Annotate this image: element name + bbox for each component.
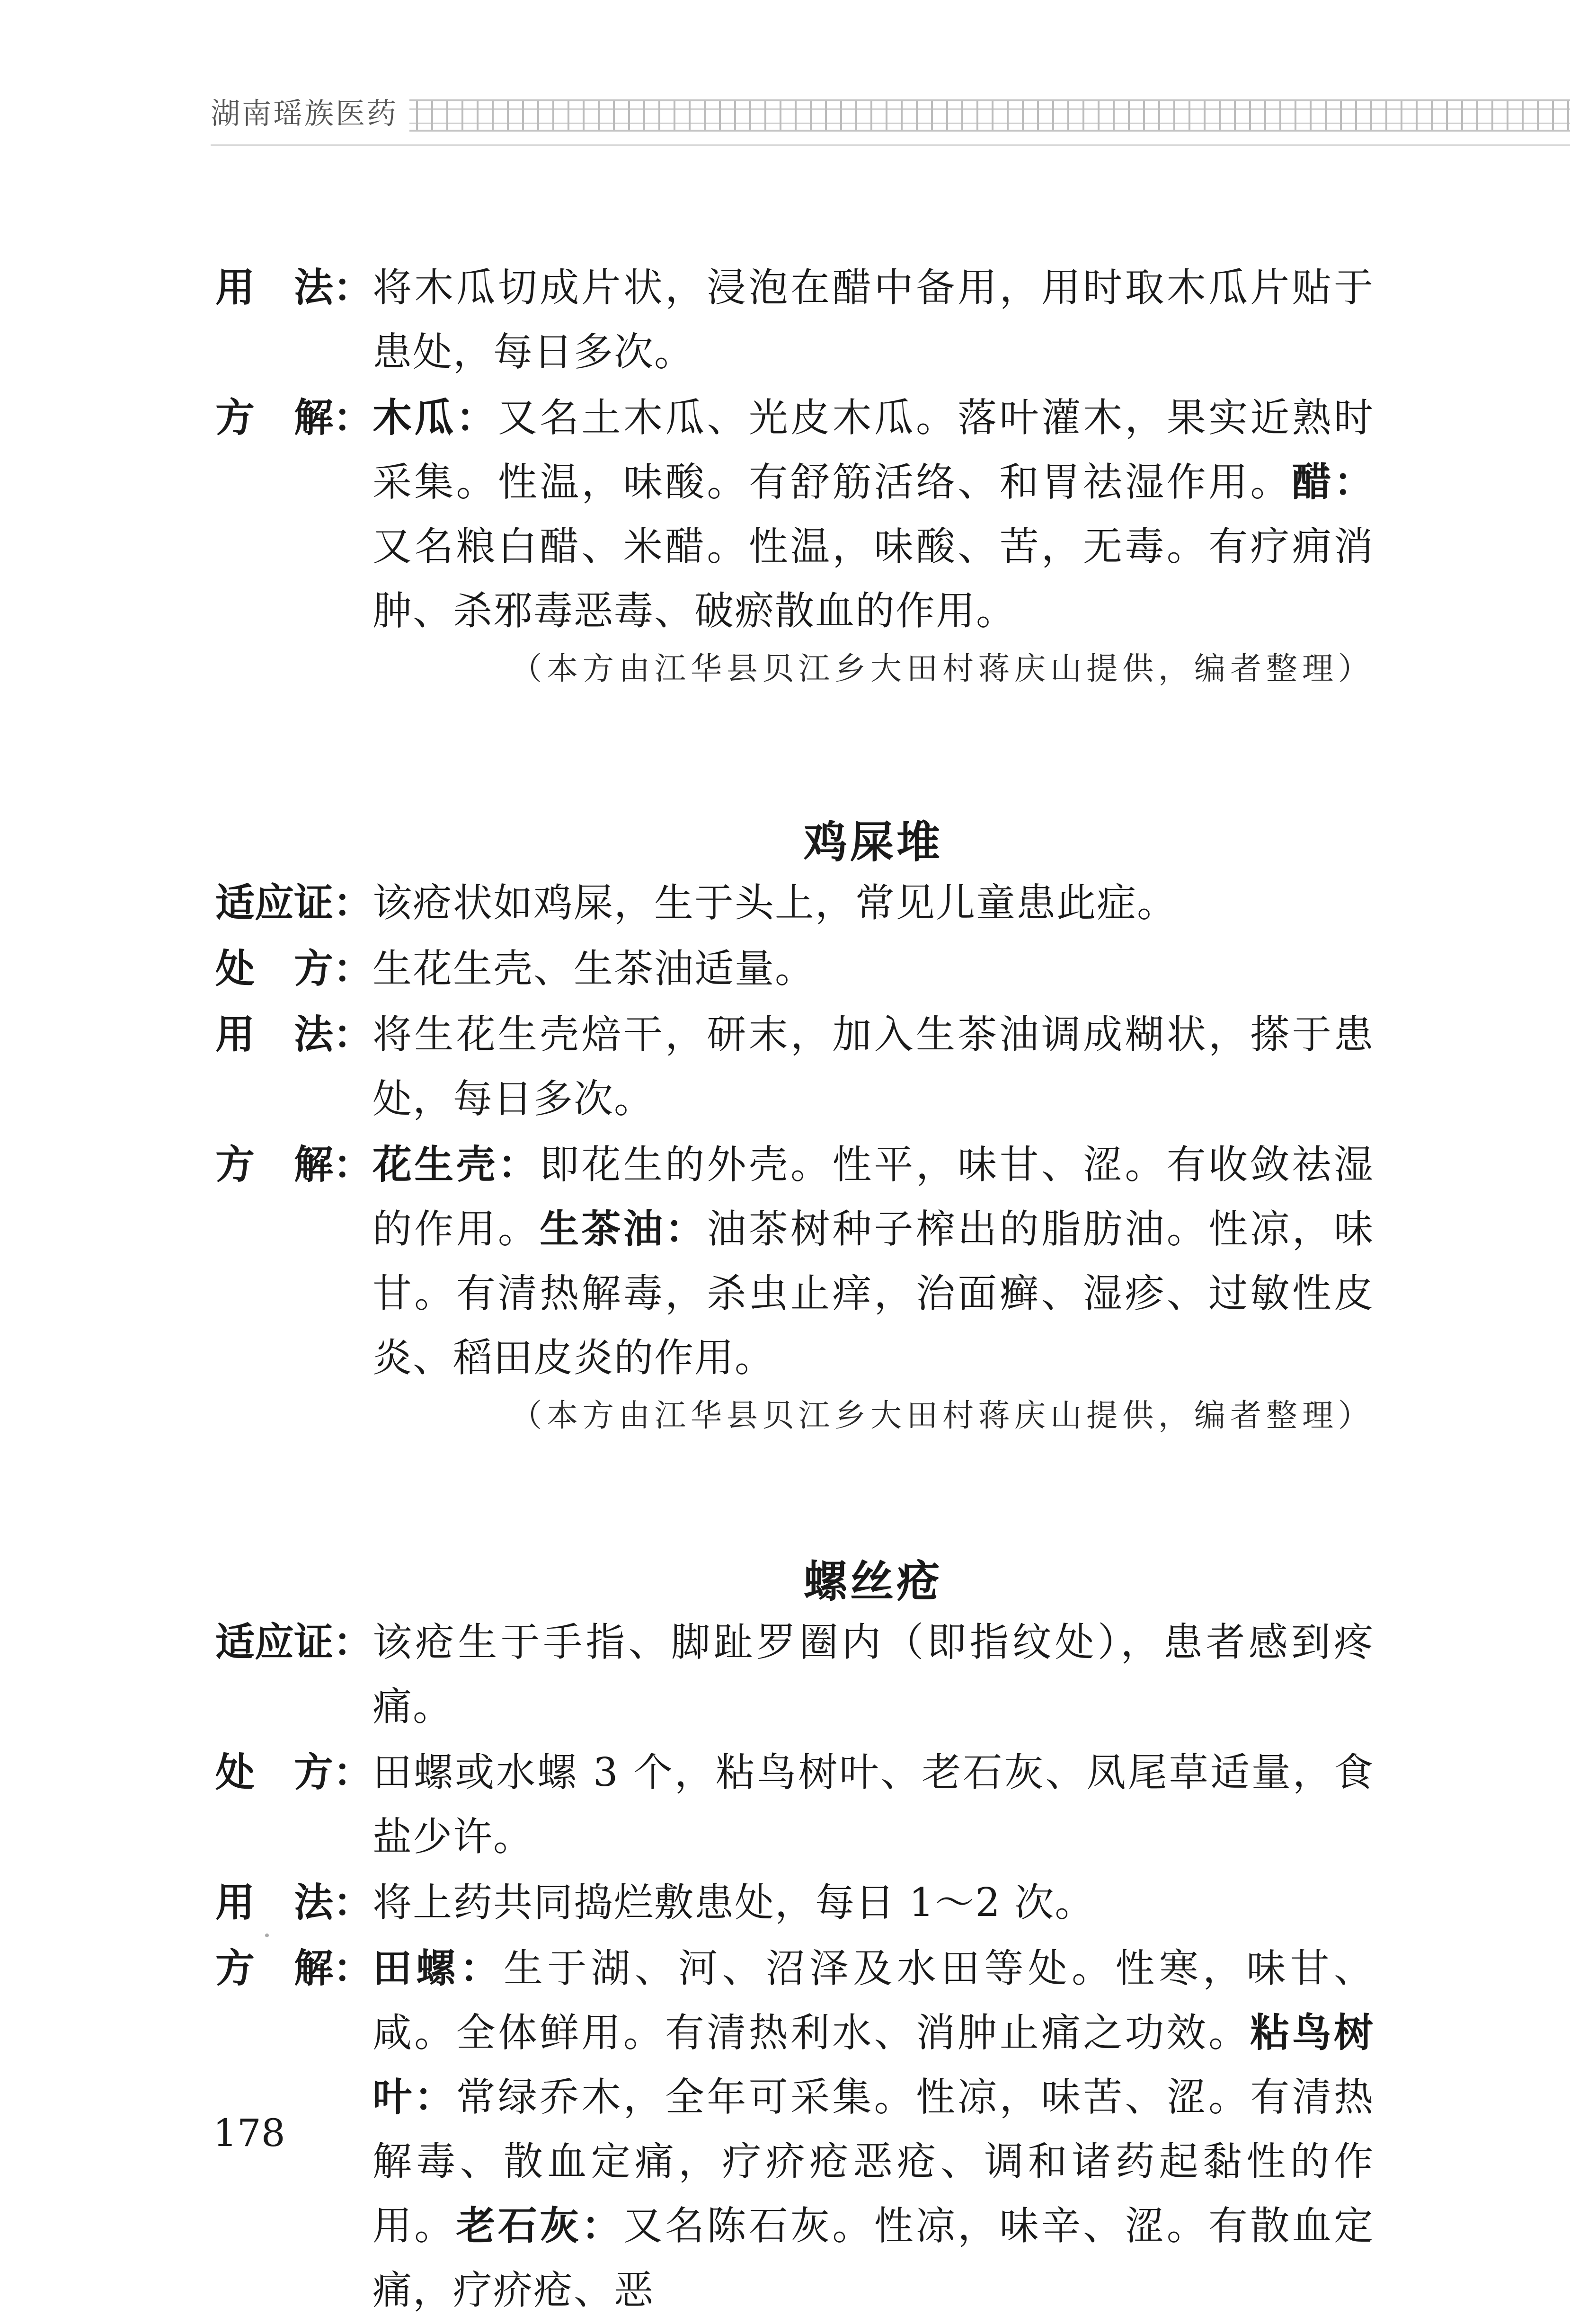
herb-term: 生茶油： [540,1206,707,1252]
section-title: 鸡屎堆 [803,817,943,868]
indication-label: 适应证： [215,1619,373,1665]
prescription-label: 处 方： [215,1749,373,1795]
indication-entry [215,1610,1374,1739]
analysis-entry [215,1936,1374,2323]
herb-description: 又名粮白醋、米醋。性温，味酸、苦，无毒。有疗痈消肿、杀邪毒恶毒、破瘀散血的作用。 [373,523,1374,634]
herb-description: 又名陈石灰。性凉，味辛、涩。有散血定痛，疗疥疮、恶 [373,2203,1375,2313]
prescription-entry [215,937,1374,1001]
usage-text: 将木瓜切成片状，浸泡在醋中备用，用时取木瓜片贴于患处，每日多次。 [373,265,1374,375]
usage-entry [215,1871,1374,1935]
herb-term: 花生壳： [373,1142,540,1188]
analysis-label: 方 解： [215,1945,373,1991]
page-content [215,256,1374,2324]
prescription-entry [215,1740,1374,1869]
analysis-entry [215,1133,1374,1390]
analysis-text [373,1133,1374,1390]
usage-entry [215,256,1374,384]
running-header [111,80,1570,151]
herb-term: 老石灰： [456,2203,623,2249]
header-rule [211,144,1570,146]
analysis-label: 方 解： [215,395,373,441]
indication-text: 该疮生于手指、脚趾罗圈内（即指纹处），患者感到疼痛。 [373,1619,1374,1730]
herb-term: 田螺： [373,1945,504,1991]
usage-label: 用 法： [215,1011,373,1057]
usage-label: 用 法： [215,1880,373,1925]
herb-term: 粘鸟树叶： [373,2010,1374,2120]
analysis-label: 方 解： [215,1142,373,1188]
indication-label: 适应证： [215,880,373,926]
herb-description: 即花生的外壳。性平，味甘、涩。有收敛祛湿的作用。 [373,1142,1375,1252]
herb-description: 又名土木瓜、光皮木瓜。落叶灌木，果实近熟时采集。性温，味酸。有舒筋活络、和胃祛湿作用。 [373,395,1375,505]
book-title: 湖南瑶族医药 [211,96,399,131]
analysis-entry [215,386,1374,643]
usage-text: 将上药共同捣烂敷患处，每日 1～2 次。 [373,1880,1095,1925]
prescription-label: 处 方： [215,946,373,992]
source-note: （本方由江华县贝江乡大田村蒋庆山提供，编者整理） [511,1397,1374,1434]
analysis-text [373,1936,1374,2323]
analysis-text [373,386,1374,643]
herb-description: 常绿乔木，全年可采集。性凉，味苦、涩。有清热解毒、散血定痛，疗疥疮恶疮、调和诸药起黏性的作用。 [373,2074,1374,2249]
herb-description: 生于湖、河、沼泽及水田等处。性寒，味甘、咸。全体鲜用。有清热利水、消肿止痛之功效。 [373,1945,1375,2056]
herb-term: 木瓜： [373,395,498,441]
indication-entry [215,871,1374,935]
usage-entry [215,1002,1374,1131]
prescription-text: 田螺或水螺 3 个，粘鸟树叶、老石灰、凤尾草适量，食盐少许。 [373,1749,1374,1860]
section-title: 螺丝疮 [803,1556,943,1607]
usage-label: 用 法： [215,265,373,310]
decorative-pattern-band [409,99,1570,132]
indication-text: 该疮状如鸡屎，生于头上，常见儿童患此症。 [373,880,1177,926]
scan-speck [265,1934,269,1937]
page-number: 178 [213,2111,285,2155]
prescription-text: 生花生壳、生茶油适量。 [373,946,815,992]
source-note: （本方由江华县贝江乡大田村蒋庆山提供，编者整理） [511,650,1374,687]
herb-description: 油茶树种子榨出的脂肪油。性凉，味甘。有清热解毒，杀虫止痒，治面癣、湿疹、过敏性皮炎、稻田皮炎的作用。 [373,1206,1375,1381]
herb-term: 醋： [1292,459,1375,505]
usage-text: 将生花生壳焙干，研末，加入生茶油调成糊状，搽于患处，每日多次。 [373,1011,1374,1122]
